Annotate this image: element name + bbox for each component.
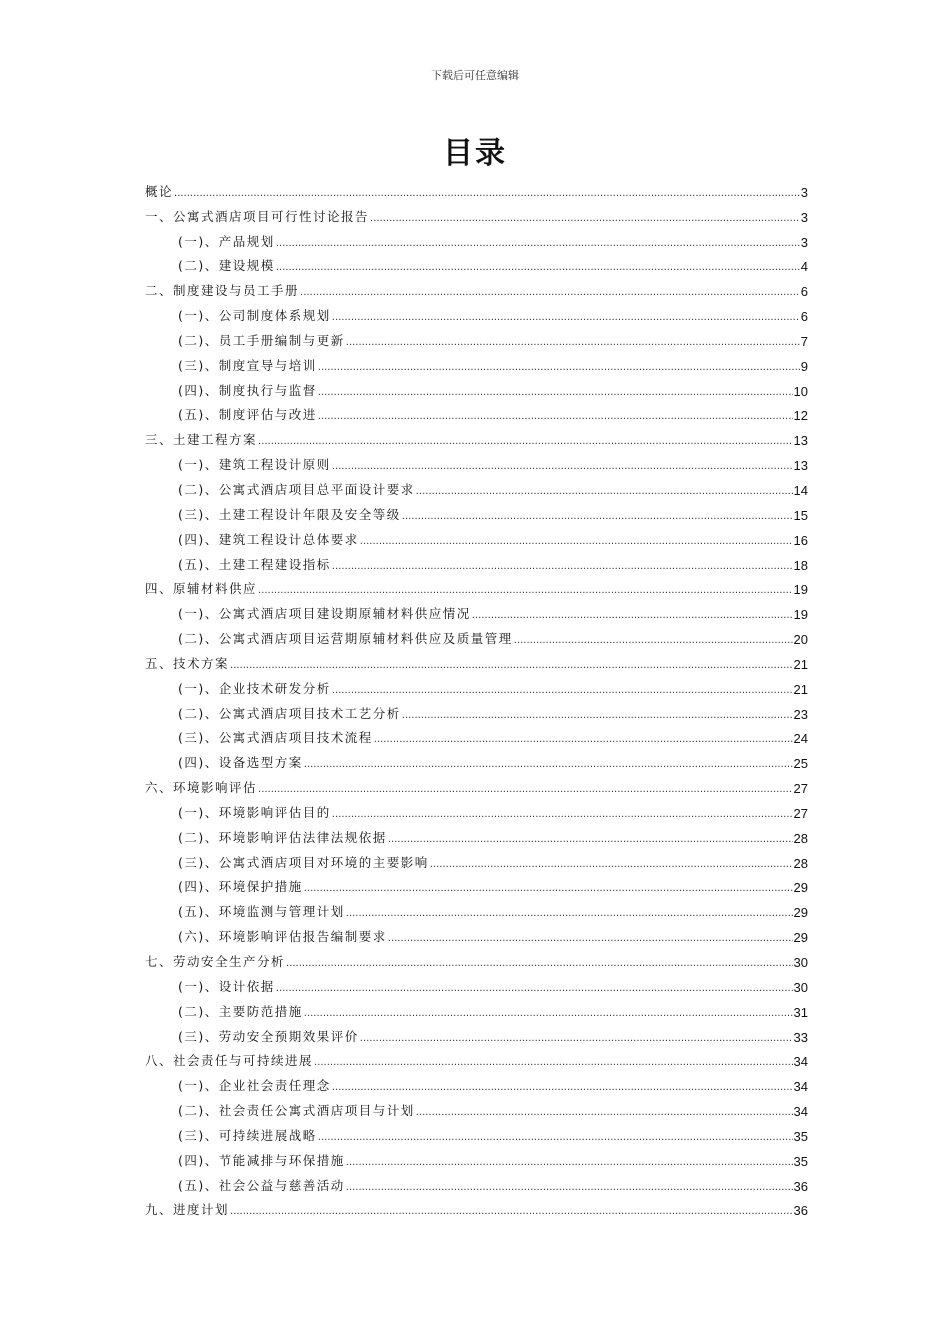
toc-entry-page: 24 xyxy=(793,731,808,747)
toc-entry-page: 13 xyxy=(793,458,808,474)
toc-dot-leader xyxy=(374,730,793,745)
toc-entry-label: (三)、制度宣导与培训 xyxy=(178,357,317,373)
toc-entry-label: (二)、公寓式酒店项目运营期原辅材料供应及质量管理 xyxy=(178,631,513,647)
toc-entry-page: 30 xyxy=(793,979,808,995)
toc-dot-leader xyxy=(174,184,800,199)
toc-entry-page: 15 xyxy=(793,507,808,523)
toc-entry[interactable] xyxy=(145,548,808,573)
toc-dot-leader xyxy=(276,258,800,273)
toc-dot-leader xyxy=(276,979,793,994)
toc-dot-leader xyxy=(388,830,793,845)
toc-entry-label: 四、原辅材料供应 xyxy=(145,581,258,597)
toc-entry[interactable] xyxy=(145,1144,808,1169)
toc-dot-leader xyxy=(514,631,793,646)
toc-entry-page: 27 xyxy=(793,805,808,821)
toc-entry[interactable] xyxy=(145,573,808,598)
toc-entry[interactable] xyxy=(145,423,808,448)
toc-entry-page: 35 xyxy=(793,1128,808,1144)
toc-entry-label: (一)、产品规划 xyxy=(178,233,275,249)
toc-entry-label: (四)、环境保护措施 xyxy=(178,879,303,895)
toc-dot-leader xyxy=(346,333,800,348)
toc-entry[interactable] xyxy=(145,349,808,374)
toc-entry-label: (一)、设计依据 xyxy=(178,978,275,994)
toc-entry-page: 3 xyxy=(800,209,808,225)
toc-entry[interactable] xyxy=(145,722,808,747)
toc-entry-label: 六、环境影响评估 xyxy=(145,780,258,796)
toc-entry[interactable] xyxy=(145,498,808,523)
toc-entry-label: 一、公寓式酒店项目可行性讨论报告 xyxy=(145,208,370,224)
toc-entry-page: 25 xyxy=(793,756,808,772)
toc-entry[interactable] xyxy=(145,846,808,871)
toc-entry-page: 28 xyxy=(793,855,808,871)
toc-dot-leader xyxy=(402,507,793,522)
toc-entry[interactable] xyxy=(145,448,808,473)
toc-dot-leader xyxy=(346,1178,793,1193)
toc-entry-label: 五、技术方案 xyxy=(145,655,230,671)
toc-dot-leader xyxy=(304,879,793,894)
toc-entry-page: 19 xyxy=(793,607,808,623)
table-of-contents xyxy=(145,175,808,1218)
toc-entry[interactable] xyxy=(145,523,808,548)
toc-entry-page: 6 xyxy=(800,309,808,325)
toc-entry[interactable] xyxy=(145,672,808,697)
toc-entry-page: 36 xyxy=(793,1178,808,1194)
toc-entry-label: 八、社会责任与可持续进展 xyxy=(145,1053,314,1069)
header-note: 下载后可任意编辑 xyxy=(431,69,519,82)
toc-dot-leader xyxy=(258,432,793,447)
toc-entry-page: 7 xyxy=(800,333,808,349)
toc-dot-leader xyxy=(304,755,793,770)
toc-entry[interactable] xyxy=(145,473,808,498)
toc-entry[interactable] xyxy=(145,1194,808,1219)
toc-entry-page: 10 xyxy=(793,383,808,399)
toc-dot-leader xyxy=(230,1202,793,1217)
toc-dot-leader xyxy=(318,358,800,373)
toc-entry-label: (三)、公寓式酒店项目对环境的主要影响 xyxy=(178,854,429,870)
toc-entry[interactable] xyxy=(145,399,808,424)
toc-dot-leader xyxy=(318,383,793,398)
toc-dot-leader xyxy=(332,308,800,323)
toc-dot-leader xyxy=(332,457,793,472)
toc-entry-label: (五)、土建工程建设指标 xyxy=(178,556,331,572)
toc-dot-leader xyxy=(230,656,793,671)
toc-dot-leader xyxy=(416,482,793,497)
toc-dot-leader xyxy=(360,532,793,547)
toc-entry-page: 34 xyxy=(793,1079,808,1095)
toc-entry[interactable] xyxy=(145,1119,808,1144)
toc-dot-leader xyxy=(360,1029,793,1044)
toc-entry-label: (三)、公寓式酒店项目技术流程 xyxy=(178,730,373,746)
toc-entry[interactable] xyxy=(145,970,808,995)
toc-dot-leader xyxy=(318,1128,793,1143)
toc-entry-page: 29 xyxy=(793,880,808,896)
toc-dot-leader xyxy=(370,209,800,224)
toc-dot-leader xyxy=(472,606,793,621)
toc-entry-label: (一)、建筑工程设计原则 xyxy=(178,457,331,473)
toc-entry-label: (五)、环境监测与管理计划 xyxy=(178,904,345,920)
toc-entry-page: 21 xyxy=(793,681,808,697)
toc-entry-page: 34 xyxy=(793,1104,808,1120)
toc-entry-label: (一)、企业社会责任理念 xyxy=(178,1078,331,1094)
toc-dot-leader xyxy=(276,234,800,249)
toc-dot-leader xyxy=(332,681,793,696)
toc-entry[interactable] xyxy=(145,771,808,796)
toc-entry-label: 概论 xyxy=(145,183,174,199)
toc-entry-page: 14 xyxy=(793,482,808,498)
toc-entry-label: (一)、公司制度体系规划 xyxy=(178,308,331,324)
toc-entry[interactable] xyxy=(145,225,808,250)
toc-entry-page: 4 xyxy=(800,259,808,275)
toc-entry-page: 29 xyxy=(793,905,808,921)
toc-entry-page: 9 xyxy=(800,358,808,374)
toc-entry-page: 36 xyxy=(793,1203,808,1219)
toc-entry[interactable] xyxy=(145,871,808,896)
toc-dot-leader xyxy=(314,1053,793,1068)
toc-dot-leader xyxy=(430,855,793,870)
toc-dot-leader xyxy=(258,581,793,596)
toc-dot-leader xyxy=(318,407,793,422)
toc-entry-page: 30 xyxy=(793,955,808,970)
toc-entry[interactable] xyxy=(145,597,808,622)
toc-entry[interactable] xyxy=(145,647,808,672)
toc-entry-label: (三)、土建工程设计年限及安全等级 xyxy=(178,506,401,522)
toc-entry-page: 20 xyxy=(793,632,808,648)
toc-dot-leader xyxy=(346,904,793,919)
toc-dot-leader xyxy=(332,805,793,820)
toc-entry-page: 21 xyxy=(793,656,808,672)
toc-dot-leader xyxy=(300,283,800,298)
toc-entry[interactable] xyxy=(145,1169,808,1194)
toc-entry-label: (二)、员工手册编制与更新 xyxy=(178,332,345,348)
toc-entry[interactable] xyxy=(145,746,808,771)
toc-entry-page: 34 xyxy=(793,1054,808,1070)
toc-entry-label: (五)、制度评估与改进 xyxy=(178,407,317,423)
toc-entry-label: 九、进度计划 xyxy=(145,1202,230,1218)
toc-dot-leader xyxy=(332,1078,793,1093)
toc-entry[interactable] xyxy=(145,200,808,225)
toc-entry-page: 29 xyxy=(793,930,808,946)
toc-entry[interactable] xyxy=(145,796,808,821)
toc-entry-page: 33 xyxy=(793,1029,808,1045)
toc-entry-label: (二)、主要防范措施 xyxy=(178,1003,303,1019)
toc-entry-page: 31 xyxy=(793,1004,808,1020)
toc-entry-label: (一)、公寓式酒店项目建设期原辅材料供应情况 xyxy=(178,606,471,622)
toc-entry-label: (二)、建设规模 xyxy=(178,258,275,274)
toc-entry-page: 35 xyxy=(793,1153,808,1169)
toc-dot-leader xyxy=(286,954,793,969)
toc-entry-label: (一)、环境影响评估目的 xyxy=(178,804,331,820)
toc-entry[interactable] xyxy=(145,622,808,647)
toc-entry-page: 16 xyxy=(793,532,808,548)
toc-entry-label: (二)、社会责任公寓式酒店项目与计划 xyxy=(178,1103,415,1119)
toc-entry-label: (三)、劳动安全预期效果评价 xyxy=(178,1028,359,1044)
toc-dot-leader xyxy=(402,706,793,721)
toc-dot-leader xyxy=(346,1153,793,1168)
toc-entry-label: (二)、环境影响评估法律法规依据 xyxy=(178,829,387,845)
toc-entry-label: 二、制度建设与员工手册 xyxy=(145,283,300,299)
toc-entry[interactable] xyxy=(145,250,808,275)
toc-entry-page: 28 xyxy=(793,830,808,846)
toc-entry-label: (二)、公寓式酒店项目总平面设计要求 xyxy=(178,481,415,497)
toc-entry-label: (五)、社会公益与慈善活动 xyxy=(178,1177,345,1193)
toc-dot-leader xyxy=(304,1004,793,1019)
toc-entry[interactable] xyxy=(145,821,808,846)
toc-entry-label: (六)、环境影响评估报告编制要求 xyxy=(178,929,387,945)
toc-entry[interactable] xyxy=(145,1069,808,1094)
toc-dot-leader xyxy=(388,929,793,944)
toc-entry-page: 13 xyxy=(793,433,808,449)
toc-entry-label: (四)、制度执行与监督 xyxy=(178,382,317,398)
toc-entry-page: 23 xyxy=(793,706,808,722)
toc-entry-page: 12 xyxy=(793,408,808,424)
toc-entry-label: (四)、节能减排与环保措施 xyxy=(178,1152,345,1168)
toc-entry-page: 18 xyxy=(793,557,808,573)
toc-dot-leader xyxy=(332,557,793,572)
toc-entry[interactable] xyxy=(145,1094,808,1119)
toc-entry[interactable] xyxy=(145,995,808,1020)
toc-entry[interactable] xyxy=(145,374,808,399)
toc-entry-label: 七、劳动安全生产分析 xyxy=(145,954,286,969)
toc-entry-page: 6 xyxy=(800,284,808,300)
toc-entry-page: 27 xyxy=(793,781,808,797)
toc-entry[interactable] xyxy=(145,274,808,299)
toc-entry-label: (四)、建筑工程设计总体要求 xyxy=(178,531,359,547)
page-title: 目录 xyxy=(443,136,507,171)
toc-entry-label: (一)、企业技术研发分析 xyxy=(178,680,331,696)
toc-entry[interactable] xyxy=(145,920,808,945)
toc-entry-label: 三、土建工程方案 xyxy=(145,432,258,448)
toc-entry-label: (四)、设备选型方案 xyxy=(178,755,303,771)
toc-entry-label: (二)、公寓式酒店项目技术工艺分析 xyxy=(178,705,401,721)
toc-entry-page: 3 xyxy=(800,184,808,200)
toc-dot-leader xyxy=(258,780,793,795)
toc-dot-leader xyxy=(416,1103,793,1118)
toc-entry[interactable] xyxy=(145,697,808,722)
toc-entry[interactable] xyxy=(145,175,808,200)
toc-entry[interactable] xyxy=(145,1020,808,1045)
toc-entry[interactable] xyxy=(145,895,808,920)
toc-entry[interactable] xyxy=(145,1045,808,1070)
toc-entry-label: (三)、可持续进展战略 xyxy=(178,1127,317,1143)
toc-entry-page: 19 xyxy=(793,582,808,598)
toc-entry[interactable] xyxy=(145,324,808,349)
toc-entry[interactable] xyxy=(145,299,808,324)
toc-entry[interactable] xyxy=(145,945,808,970)
toc-entry-page: 3 xyxy=(800,234,808,250)
